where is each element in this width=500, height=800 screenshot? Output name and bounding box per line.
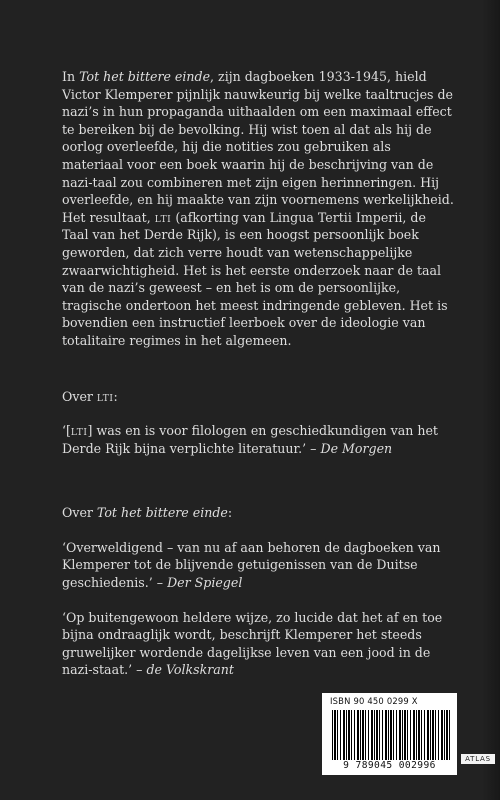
quote-2-text: ‘Overweldigend – van nu af aan behoren de dagboeken van Klemperer tot de blijvende getuigenissen van de Duitse geschiedenis.’ – <box>62 539 441 591</box>
isbn-label: ISBN 90 450 0299 X <box>330 696 418 706</box>
quote-3-text: ‘Op buitengewoon heldere wijze, zo lucide dat het af en toe bijna ondraaglijk wordt, beschrijft Klemperer het steeds gruwelijker wordende dagelijkse leven van een jood in de nazi-staat.’ – <box>62 609 443 678</box>
over-tot-suffix: : <box>227 505 233 521</box>
quote-1-text: ] was en is voor filologen en geschiedkundigen van het Derde Rijk bijna verplichte literatuur.’ – <box>62 423 438 456</box>
isbn-barcode-box <box>322 693 457 775</box>
quote-der-spiegel <box>62 539 454 592</box>
intro-lti-abbrev: lti <box>154 209 172 225</box>
over-tot-heading <box>62 504 454 522</box>
intro-text-1: , zijn dagboeken 1933-1945, hield Victor Klemperer pijnlijk nauwkeurig bij welke taaltrucjes de nazi’s in hun propaganda uithaalden om een maximaal effect te bereiken bij de bevolking. Hij wist toen al dat als hij de oorlog overleefde, hij die notities zou gebruiken als materiaal voor een boek waarin hij de beschrijving van de nazi-taal zou combineren met zijn eigen herinneringen. Hij overleefde, en hij maakte van zijn voornemens werkelijkheid. Het resultaat, <box>62 69 454 225</box>
quote-3-source: de Volkskrant <box>146 662 234 678</box>
quote-volkskrant <box>62 609 454 679</box>
quote-de-morgen <box>62 422 454 457</box>
over-tot-prefix: Over <box>62 505 97 521</box>
over-lti-prefix: Over <box>62 388 97 404</box>
cover-edge-shadow <box>482 0 500 800</box>
blurb-text-block <box>62 68 454 679</box>
intro-text-2: (afkorting van Lingua Tertii Imperii, de Taal van het Derde Rijk), is een hoogst persoonlijk boek geworden, dat zich verre houdt van wetenschappelijke zwaarwichtigheid. Het is het eerste onderzoek naar de taal van de nazi’s geweest – en het is om de persoonlijke, tragische ondertoon het meest indringende gebleven. Het is bovendien een instructief leerboek over de ideologie van totalitaire regimes in het algemeen. <box>62 209 448 348</box>
over-tot-name: Tot het bittere einde <box>96 505 228 521</box>
over-lti-name: lti <box>96 388 114 404</box>
quote-1-lti: lti <box>70 423 88 439</box>
barcode-icon <box>332 710 450 760</box>
intro-book-title: Tot het bittere einde <box>79 69 211 84</box>
intro-paragraph <box>62 68 454 350</box>
quote-1-open: ‘[ <box>62 423 71 439</box>
quote-1-source: De Morgen <box>320 440 393 456</box>
quote-2-source: Der Spiegel <box>167 575 243 591</box>
over-lti-heading <box>62 388 454 406</box>
publisher-logo: ATLAS <box>461 754 495 764</box>
intro-lead: In <box>62 69 80 84</box>
over-lti-suffix: : <box>113 388 118 404</box>
barcode-number: 9 789045 002996 <box>343 760 436 771</box>
